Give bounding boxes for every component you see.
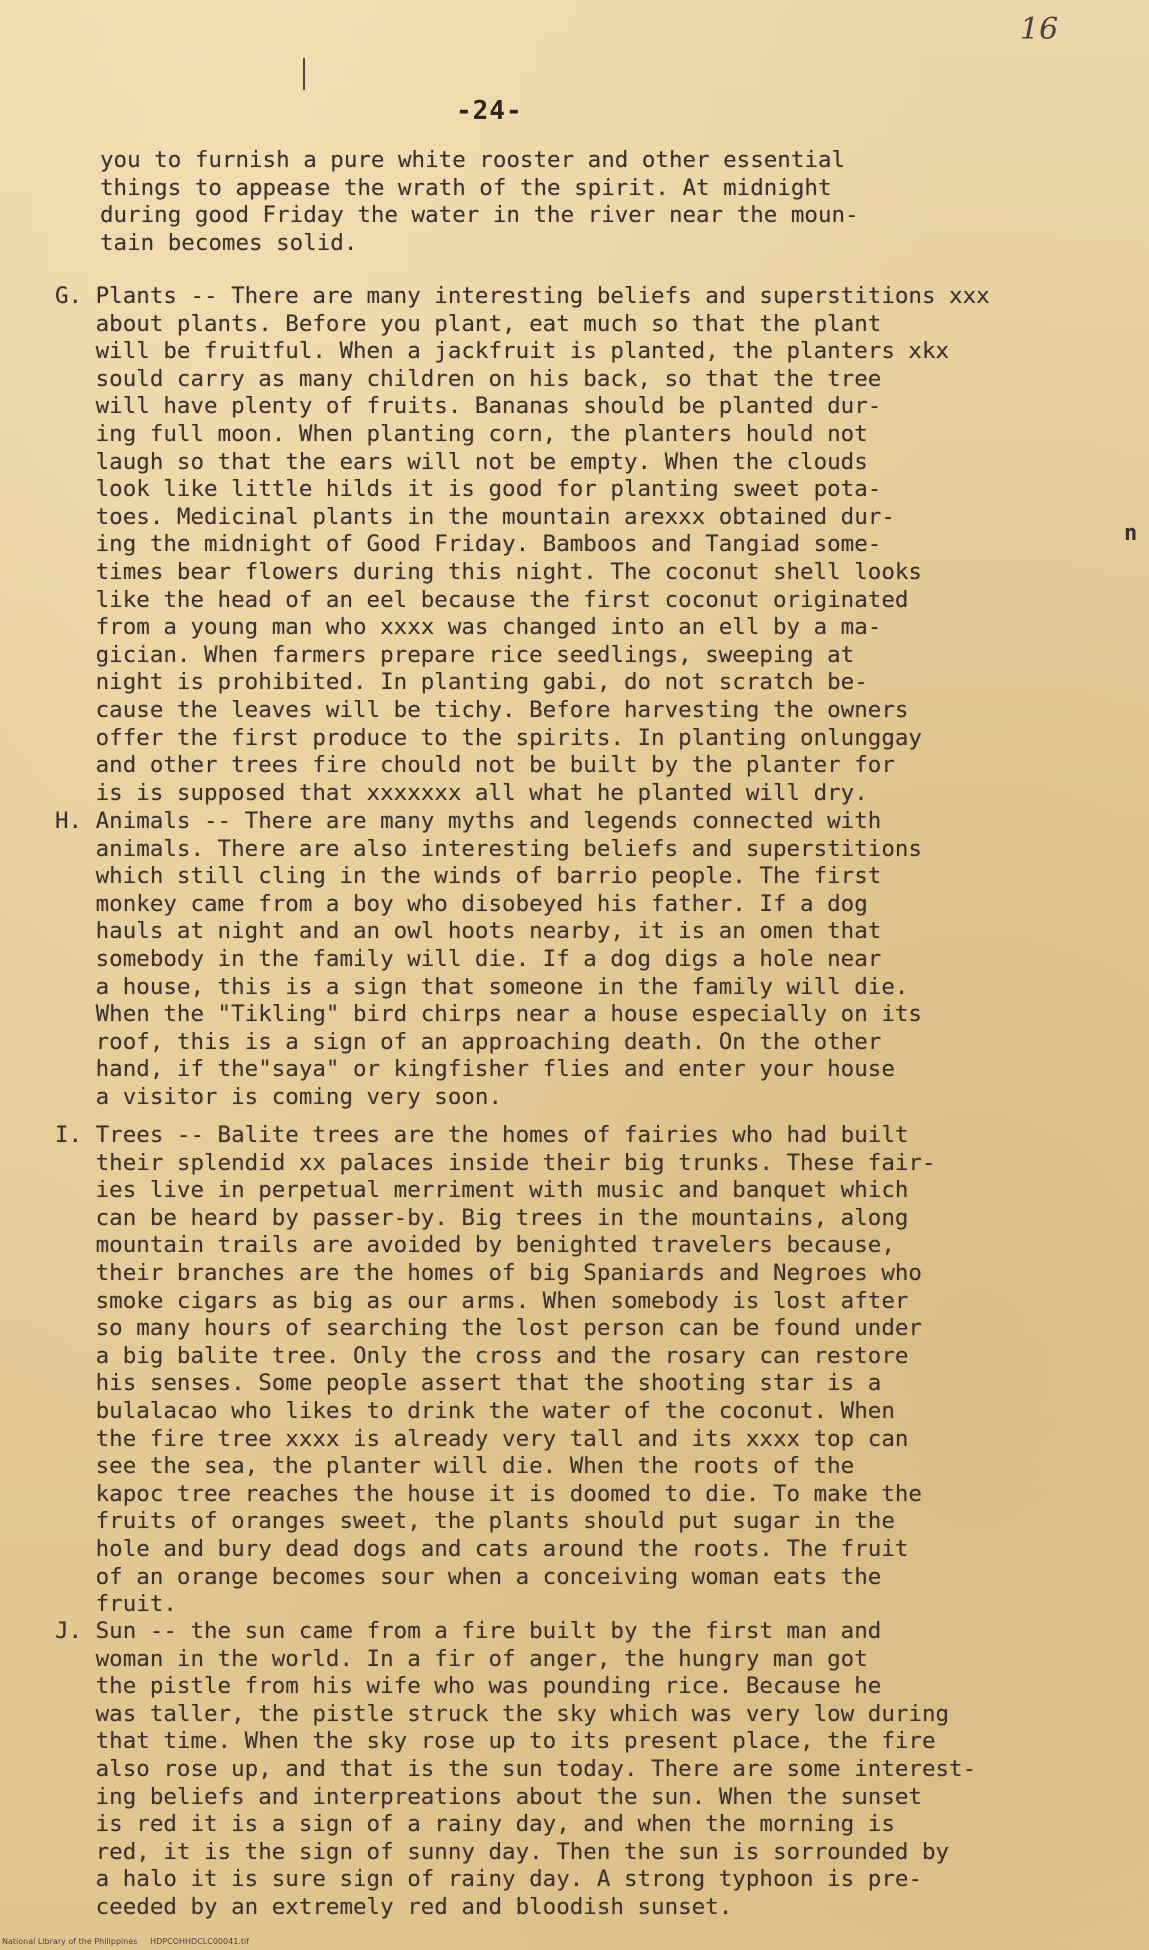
paragraph-i-trees: I. Trees -- Balite trees are the homes of fairies who had built their splendid xx palaces inside their big trunks. These fair- ies live in perpetual merriment with music and banquet which can be heard by passer-by. Big trees in the mountains, along mountain trails are avoided by benighted travelers because, their branches are the homes of big Spaniards and Negroes who smoke cigars as big as our arms. When somebody is lost after so many hours of searching the lost person can be found under a big balite tree. Only the cross and the rosary can restore his senses. Some people assert that the shooting star is a bulalacao who likes to drink the water of the coconut. When the fire tree xxxx is already very tall and its xxxx top can see the sea, the planter will die. When the roots of the kapoc tree reaches the house it is doomed to die. To make the fruits of oranges sweet, the plants should put sugar in the hole and bury dead dogs and cats around the roots. The fruit of an orange becomes sour when a conceiving woman eats the fruit. bbox=[55, 1122, 936, 1618]
footer-library: National Library of the Philippines bbox=[2, 1937, 138, 1946]
pencil-tick-mark bbox=[303, 58, 305, 90]
paragraph-g-plants: G. Plants -- There are many interesting beliefs and superstitions xxx about plants. Before you plant, eat much so that the plant will be fruitful. When a jackfruit is planted, the planters xkx sould carry as many children on his back, so that the tree will have plenty of fruits. Bananas should be planted dur- ing full moon. When planting corn, the planters hould not laugh so that the ears will not be empty. When the clouds look like little hilds it is good for planting sweet pota- toes. Medicinal plants in the mountain arexxx obtained dur- ing the midnight of Good Friday. Bamboos and Tangiad some- times bear flowers during this night. The coconut shell looks like the head of an eel because the first coconut originated from a young man who xxxx was changed into an ell by a ma- gician. When farmers prepare rice seedlings, sweeping at night is prohibited. In planting gabi, do not scratch be- cause the leaves will be tichy. Before harvesting the owners offer the first produce to the spirits. In planting onlunggay and other trees fire chould not be built by the planter for is is supposed that xxxxxxx all what he planted will dry. bbox=[55, 283, 990, 806]
margin-letter: n bbox=[1124, 521, 1138, 546]
paragraph-h-animals: H. Animals -- There are many myths and legends connected with animals. There are also interesting beliefs and superstitions which still cling in the winds of barrio people. The first monkey came from a boy who disobeyed his father. If a dog hauls at night and an owl hoots nearby, it is an omen that somebody in the family will die. If a dog digs a hole near a house, this is a sign that someone in the family will die. When the "Tikling" bird chirps near a house especially on its roof, this is a sign of an approaching death. On the other hand, if the"saya" or kingfisher flies and enter your house a visitor is coming very soon. bbox=[55, 808, 922, 1110]
paragraph-j-sun: J. Sun -- the sun came from a fire built by the first man and woman in the world. In a fir of anger, the hungry man got the pistle from his wife who was pounding rice. Because he was taller, the pistle struck the sky which was very low during that time. When the sky rose up to its present place, the fire also rose up, and that is the sun today. There are some interest- ing beliefs and interpreations about the sun. When the sunset is red it is a sign of a rainy day, and when the morning is red, it is the sign of sunny day. Then the sun is sorrounded by a halo it is sure sign of rainy day. A strong typhoon is pre- ceeded by an extremely red and bloodish sunset. bbox=[55, 1618, 977, 1920]
page-number: -24- bbox=[456, 96, 523, 126]
folio-mark: 16 bbox=[1020, 12, 1059, 47]
paragraph-intro-continuation: you to furnish a pure white rooster and other essential things to appease the wrath of the spirit. At midnight during good Friday the water in the river near the moun- tain becomes solid. bbox=[100, 147, 859, 256]
scan-footer bbox=[2, 1937, 249, 1946]
footer-filename: HDPCOHHDCLC00041.tif bbox=[150, 1937, 250, 1946]
